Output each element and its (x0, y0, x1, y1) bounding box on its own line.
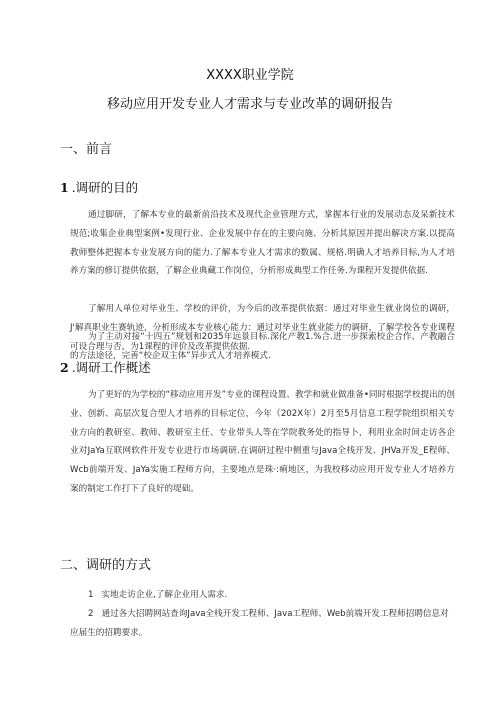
subsection-number: 1 (60, 180, 69, 195)
subsection-number: 2 (60, 360, 69, 375)
list-item (70, 605, 455, 643)
list-item-text: 通过各大招聘网站查询Java全栈开发工程师、Java工程师、Web前端开发工程师招聘信息对应届生的招聘要求。 (70, 609, 449, 638)
report-title: 移动应用开发专业人才需求与专业改革的调研报告 (106, 97, 393, 112)
paragraph: 为了主动对接“十四五”规划和2035年远景目标.深化产教1.%合.进一步探索校企合作、产教融合的方法途径，完善“校企双主体”异步式人才培养模式. (70, 332, 455, 361)
subsection-title: .调研的目的 (71, 180, 139, 195)
list-item-number: 1 (88, 590, 94, 600)
list-item (70, 586, 455, 605)
paragraph: 了解用人单位对毕业生、学校的评价，为今后的改革提供依据：通过对毕业生就业岗位的调研，J'解真职业生赛轨迹，分析形成本专业核心能力：通过对毕业生就业能力的调研，了解学校各专业课程可设合理与否，为1课程的评价及改革提供依据. (70, 304, 455, 352)
paragraph: 通过脚研，了解本专业的最新前沿技术及现代企业管理方式，掌握本行业的发展动态及呆新技术规范;收集企业典型案例•发现行业、企业发展中存在的主要向施、分析其原因并提出解决方案.以提高教师整体把握本专业发展方向的能力.了解本专业人才需求的数属、规格.明确人才培养目标,为人才培养方案的修订提供依据，了解企业典藏工作岗位，分析形成典型工作任务.为课程开发提供依据. (70, 210, 455, 277)
subsection-title: .调研工作概述 (71, 360, 151, 375)
list-item-text: 实地走访企业,了解企业用人需求. (101, 590, 228, 600)
section-heading-preface: 一、前言 (60, 142, 113, 157)
paragraph: 为了更好的为学校的“移动应用开发”专业的课程设置、教学和就业做准备•同时根据学校提出的创业、创新、高层次复合型人才培养的目标定位，今年（202X年）2月至5月信息工程学院组织相关专业方向的教研室、教师、教研室主任、专业带头人等在学院教务处的指导卜，利用业余时间走访各企业对JaYa互联网软件开发专业进行市场调研.在调研过程中侧重与Java全栈开发、JHVa开发_E程师、Wcb前端开发、JaYa实施工程师方向，主要地点是珠·:痢地区，为我校移动应用开发专业人才培养方案的制定工作打下了良好的堤础。 (70, 390, 455, 494)
subsection-heading-overview (60, 358, 151, 376)
section-heading-methods: 二、调研的方式 (60, 558, 152, 573)
subsection-heading-purpose (60, 178, 138, 196)
list-item-number: 2 (88, 609, 94, 619)
institution-name: XXXX职业学院 (206, 68, 294, 83)
